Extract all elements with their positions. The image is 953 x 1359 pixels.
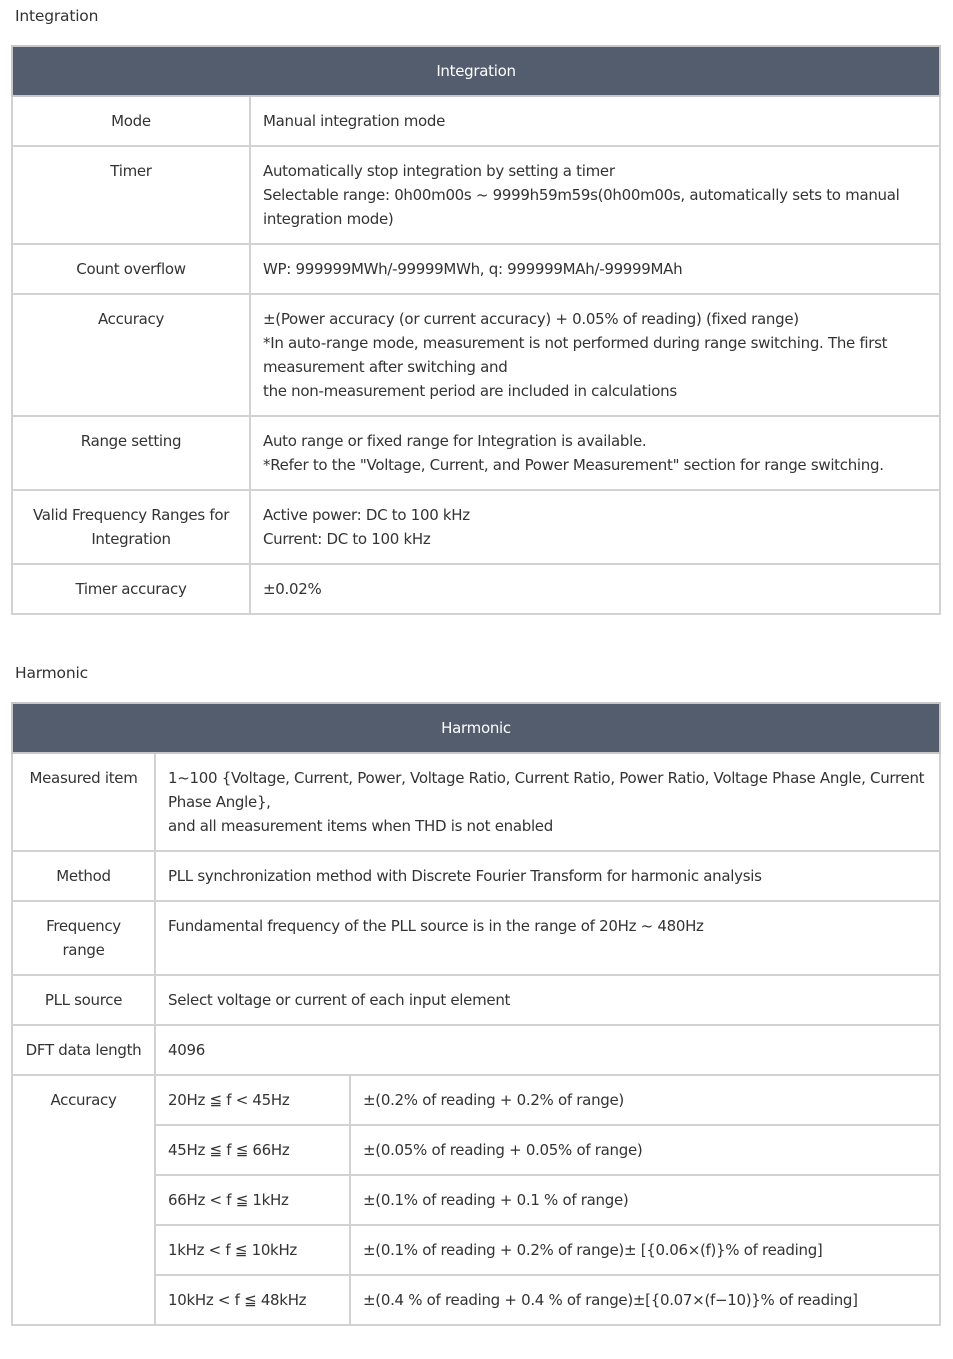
spec-value-line: Fundamental frequency of the PLL source is in the range of 20Hz ~ 480Hz	[168, 917, 704, 935]
spec-value	[250, 564, 940, 614]
harmonic-section-title: Harmonic	[15, 664, 88, 682]
spec-value-line: Automatically stop integration by setting a timer	[263, 162, 615, 180]
harmonic-table-header: Harmonic	[12, 703, 940, 753]
spec-value-line: Manual integration mode	[263, 112, 446, 130]
accuracy-value: ±(0.4 % of reading + 0.4 % of range)±[{0.07×(f−10)}% of reading]	[350, 1275, 940, 1325]
spec-value-line: Select voltage or current of each input element	[168, 991, 511, 1009]
integration-table	[11, 45, 941, 615]
accuracy-label: Accuracy	[12, 1075, 155, 1325]
spec-value	[155, 901, 940, 975]
spec-row	[12, 851, 940, 901]
spec-value-line: Selectable range: 0h00m00s ~ 9999h59m59s(0h00m00s, automatically sets to manual integration mode)	[263, 186, 900, 228]
spec-label: DFT data length	[12, 1025, 155, 1075]
integration-table-header: Integration	[12, 46, 940, 96]
spec-value-line: WP: 999999MWh/-99999MWh, q: 999999MAh/-99999MAh	[263, 260, 683, 278]
spec-label: Mode	[12, 96, 250, 146]
spec-row	[12, 244, 940, 294]
spec-label: Count overflow	[12, 244, 250, 294]
spec-value	[155, 851, 940, 901]
spec-row	[12, 1025, 940, 1075]
spec-value-line: Active power: DC to 100 kHz	[263, 506, 470, 524]
spec-value-line: *In auto-range mode, measurement is not performed during range switching. The first measurement after switching and	[263, 334, 888, 376]
accuracy-value: ±(0.1% of reading + 0.1 % of range)	[350, 1175, 940, 1225]
spec-value	[250, 490, 940, 564]
spec-row	[12, 416, 940, 490]
accuracy-frequency-range: 45Hz ≦ f ≦ 66Hz	[155, 1125, 350, 1175]
spec-label: Valid Frequency Ranges for Integration	[12, 490, 250, 564]
spec-row	[12, 146, 940, 244]
spec-row	[12, 753, 940, 851]
spec-value-line: and all measurement items when THD is not enabled	[168, 817, 553, 835]
accuracy-value: ±(0.2% of reading + 0.2% of range)	[350, 1075, 940, 1125]
spec-value-line: 4096	[168, 1041, 205, 1059]
spec-value	[250, 294, 940, 416]
spec-value-line: the non-measurement period are included in calculations	[263, 382, 677, 400]
spec-label: Range setting	[12, 416, 250, 490]
spec-label: Measured item	[12, 753, 155, 851]
spec-value-line: 1~100 {Voltage, Current, Power, Voltage Ratio, Current Ratio, Power Ratio, Voltage Phase Angle, Current Phase Angle},	[168, 769, 925, 811]
accuracy-value: ±(0.05% of reading + 0.05% of range)	[350, 1125, 940, 1175]
accuracy-row	[12, 1075, 940, 1125]
accuracy-frequency-range: 1kHz < f ≦ 10kHz	[155, 1225, 350, 1275]
integration-section-title: Integration	[15, 7, 99, 25]
spec-value-line: *Refer to the "Voltage, Current, and Power Measurement" section for range switching.	[263, 456, 884, 474]
spec-row	[12, 564, 940, 614]
spec-row	[12, 96, 940, 146]
spec-value-line: ±0.02%	[263, 580, 322, 598]
spec-row	[12, 975, 940, 1025]
harmonic-table	[11, 702, 941, 1326]
spec-value	[250, 244, 940, 294]
spec-value	[250, 96, 940, 146]
spec-value	[155, 1025, 940, 1075]
spec-value	[155, 753, 940, 851]
spec-label: PLL source	[12, 975, 155, 1025]
spec-value-line: PLL synchronization method with Discrete Fourier Transform for harmonic analysis	[168, 867, 762, 885]
spec-label: Timer	[12, 146, 250, 244]
spec-row	[12, 490, 940, 564]
accuracy-frequency-range: 10kHz < f ≦ 48kHz	[155, 1275, 350, 1325]
spec-label: Frequency range	[12, 901, 155, 975]
spec-value	[250, 416, 940, 490]
spec-label: Timer accuracy	[12, 564, 250, 614]
spec-value-line: Current: DC to 100 kHz	[263, 530, 431, 548]
spec-value	[155, 975, 940, 1025]
spec-value	[250, 146, 940, 244]
spec-row	[12, 294, 940, 416]
spec-value-line: ±(Power accuracy (or current accuracy) + 0.05% of reading) (fixed range)	[263, 310, 799, 328]
spec-label: Accuracy	[12, 294, 250, 416]
accuracy-frequency-range: 20Hz ≦ f < 45Hz	[155, 1075, 350, 1125]
spec-label: Method	[12, 851, 155, 901]
accuracy-value: ±(0.1% of reading + 0.2% of range)± [{0.06×(f)}% of reading]	[350, 1225, 940, 1275]
accuracy-frequency-range: 66Hz < f ≦ 1kHz	[155, 1175, 350, 1225]
spec-row	[12, 901, 940, 975]
spec-value-line: Auto range or fixed range for Integration is available.	[263, 432, 647, 450]
